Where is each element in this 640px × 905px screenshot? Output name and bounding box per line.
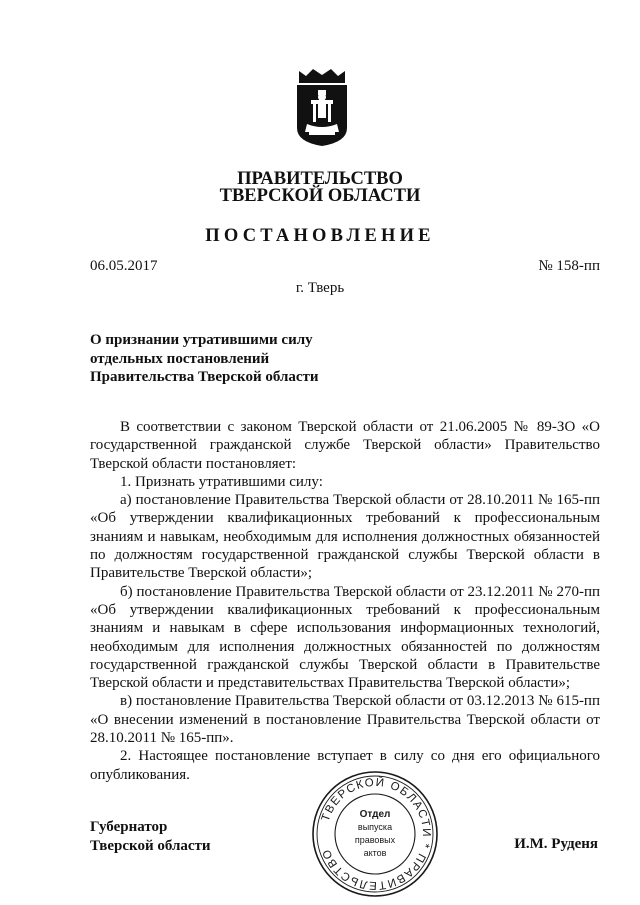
stamp-center-line: выпуска (357, 822, 393, 832)
signatory-title-line: Губернатор (90, 819, 168, 835)
stamp-ring-text: ТВЕРСКОЙ ОБЛАСТИ * ПРАВИТЕЛЬСТВО (319, 776, 433, 892)
stamp-center-line: правовых (354, 835, 396, 845)
government-name-line1: ПРАВИТЕЛЬСТВО (237, 169, 403, 189)
signatory-name: И.М. Руденя (514, 836, 598, 852)
body-paragraph: б) постановление Правительства Тверской области от 23.12.2011 № 270-пп «Об утверждении квалификационных требований к профессиональным знаниям и навыкам в сфере использования информационных технологий, необходимым для исполнения должностных обязанностей по должностям государственной гражданской службы Тверской области в Правительстве Тверской области и представительствах Правительства Тверской области»; (90, 583, 600, 692)
stamp-center-line: актов (363, 848, 387, 858)
document-type-title: ПОСТАНОВЛЕНИЕ (205, 226, 435, 246)
stamp-center-line: Отдел (359, 809, 391, 820)
document-body (90, 418, 600, 784)
body-paragraph: а) постановление Правительства Тверской области от 28.10.2011 № 165-пп «Об утверждении квалификационных требований к профессиональным знаниям и навыкам, необходимым для исполнения должностных обязанностей по должностям государственной гражданской службы Тверской области в Правительстве Тверской области»; (90, 492, 600, 582)
document-city: г. Тверь (295, 280, 345, 296)
body-paragraph: 1. Признать утратившими силу: (120, 473, 323, 490)
body-paragraph: 2. Настоящее постановление вступает в силу со дня его официального опубликования. (90, 748, 600, 783)
document-subject (90, 331, 319, 387)
official-stamp (311, 770, 439, 898)
signatory-title (90, 818, 211, 855)
government-name-line2: ТВЕРСКОЙ ОБЛАСТИ (219, 186, 421, 206)
signatory-title-line: Тверской области (90, 837, 211, 854)
subject-line: отдельных постановлений (90, 350, 270, 367)
document-date: 06.05.2017 (90, 258, 158, 274)
document-number: № 158-пп (538, 258, 600, 274)
body-paragraph: в) постановление Правительства Тверской области от 03.12.2013 № 615-пп «О внесении изменений в постановление Правительства Тверской области от 28.10.2011 № 165-пп». (90, 693, 600, 747)
subject-line: Правительства Тверской области (90, 369, 319, 385)
subject-line: О признании утратившими силу (90, 332, 313, 348)
body-paragraph: В соответствии с законом Тверской области от 21.06.2005 № 89-ЗО «О государственной гражданской службе Тверской области» Правительство Тверской области постановляет: (90, 419, 600, 472)
coat-of-arms-emblem (293, 66, 351, 148)
